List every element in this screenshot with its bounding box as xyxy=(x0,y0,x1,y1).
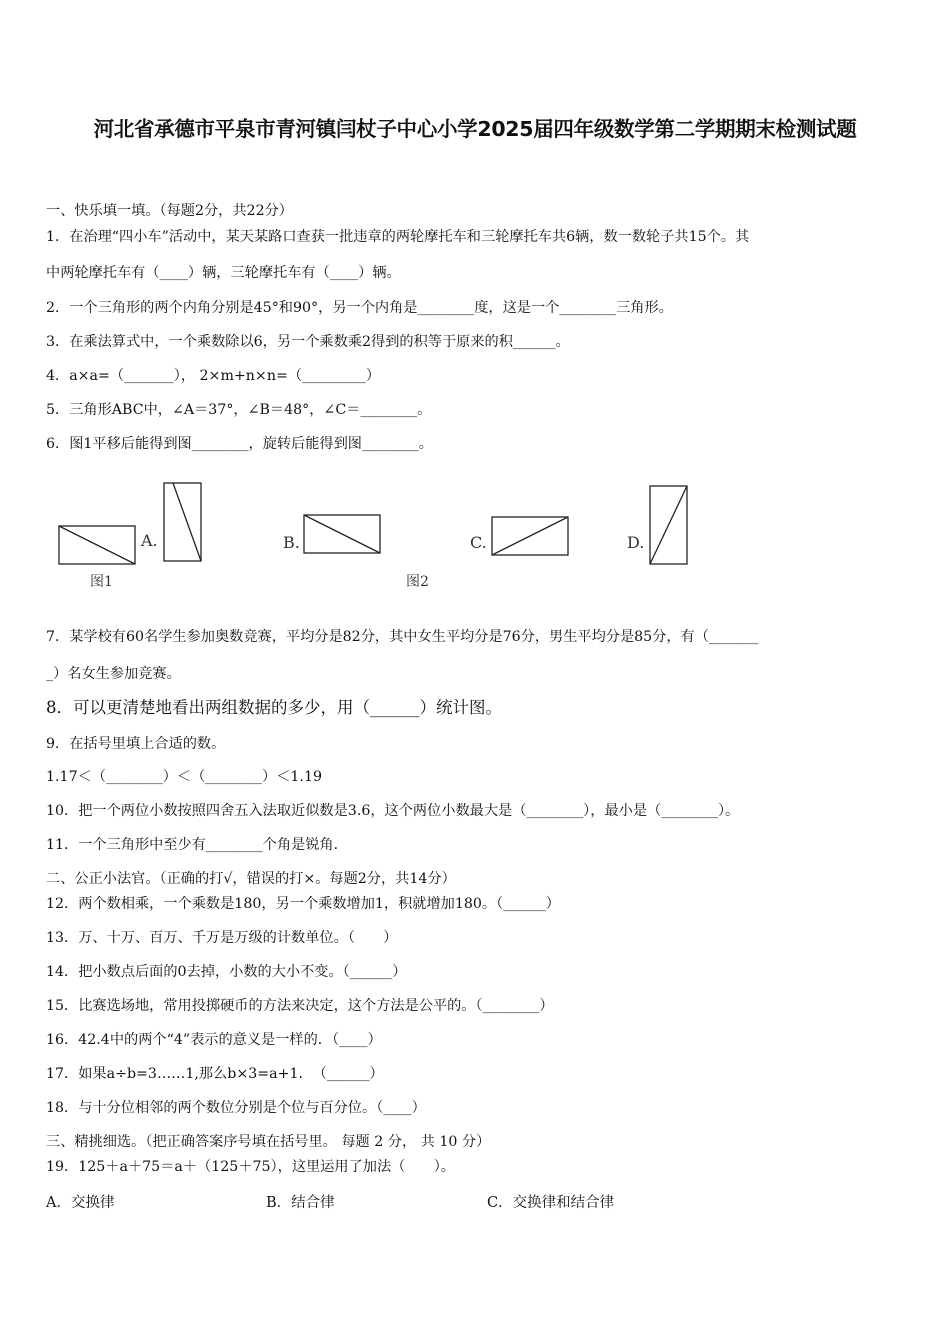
question-13: 13．万、十万、百万、千万是万级的计数单位。（ ） xyxy=(46,930,398,946)
section-heading-1: 一、快乐填一填。（每题2分，共22分） xyxy=(46,203,293,219)
option-d-rectangle xyxy=(650,486,687,564)
question-19-option-a: A．交换律 xyxy=(46,1195,115,1211)
figure-translation-rotation xyxy=(46,474,746,602)
question-1-line-1: 1．在治理“四小车”活动中，某天某路口查获一批违章的两轮摩托车和三轮摩托车共6辆，数一数轮子共15个。其 xyxy=(46,229,750,245)
option-label-c: C. xyxy=(470,533,487,552)
question-17: 17．如果a÷b=3……1,那么b×3=a+1． （______） xyxy=(46,1066,384,1082)
option-label-a: A. xyxy=(141,531,158,550)
question-1-line-2: 中两轮摩托车有（____）辆，三轮摩托车有（____）辆。 xyxy=(46,265,401,281)
question-19: 19．125＋a＋75＝a＋（125＋75），这里运用了加法（ ）。 xyxy=(46,1159,455,1175)
question-16: 16．42.4中的两个“4”表示的意义是一样的．（____） xyxy=(46,1032,382,1048)
figure-1-rectangle xyxy=(59,526,135,564)
question-11: 11．一个三角形中至少有________个角是锐角． xyxy=(46,837,348,853)
question-18: 18．与十分位相邻的两个数位分别是个位与百分位。（____） xyxy=(46,1100,426,1116)
section-heading-2: 二、公正小法官。（正确的打√，错误的打×。每题2分，共14分） xyxy=(46,871,456,887)
question-15: 15．比赛选场地，常用投掷硬币的方法来决定，这个方法是公平的。（________） xyxy=(46,998,554,1014)
option-label-b: B. xyxy=(283,533,300,552)
question-14: 14．把小数点后面的0去掉，小数的大小不变。（______） xyxy=(46,964,407,980)
question-10: 10．把一个两位小数按照四舍五入法取近似数是3.6，这个两位小数最大是（________），最小是（________）。 xyxy=(46,803,740,819)
caption-figure-1: 图1 xyxy=(90,574,113,590)
question-4: 4．a×a=（_______）， 2×m+n×n=（_________） xyxy=(46,368,381,384)
question-19-option-c: C．交换律和结合律 xyxy=(487,1195,615,1211)
question-3: 3．在乘法算式中，一个乘数除以6，另一个乘数乘2得到的积等于原来的积______。 xyxy=(46,334,570,350)
option-a-rectangle xyxy=(164,483,201,561)
question-9: 9．在括号里填上合适的数。 xyxy=(46,736,226,752)
option-label-d: D. xyxy=(627,533,645,552)
question-6: 6．图1平移后能得到图________，旋转后能得到图________。 xyxy=(46,436,433,452)
question-19-option-b: B．结合律 xyxy=(266,1195,335,1211)
question-7-line-2: _）名女生参加竞赛。 xyxy=(46,666,181,682)
question-9-blanks: 1.17＜（________）＜（________）＜1.19 xyxy=(46,769,322,785)
option-b-rectangle xyxy=(304,515,380,553)
question-8: 8．可以更清楚地看出两组数据的多少，用（______）统计图。 xyxy=(46,698,502,717)
question-12: 12．两个数相乘，一个乘数是180，另一个乘数增加1，积就增加180。（______） xyxy=(46,896,560,912)
section-heading-3: 三、精挑细选。（把正确答案序号填在括号里。 每题 2 分， 共 10 分） xyxy=(46,1134,491,1150)
option-c-rectangle xyxy=(492,517,568,555)
question-7-line-1: 7．某学校有60名学生参加奥数竞赛，平均分是82分，其中女生平均分是76分，男生平均分是85分，有（_______ xyxy=(46,629,759,645)
question-5: 5．三角形ABC中，∠A＝37°，∠B＝48°，∠C＝________。 xyxy=(46,402,432,418)
caption-figure-2: 图2 xyxy=(406,574,429,590)
page-title: 河北省承德市平泉市青河镇闫杖子中心小学2025届四年级数学第二学期期末检测试题 xyxy=(93,117,857,141)
question-2: 2．一个三角形的两个内角分别是45°和90°，另一个内角是________度，这是一个________三角形。 xyxy=(46,300,673,316)
